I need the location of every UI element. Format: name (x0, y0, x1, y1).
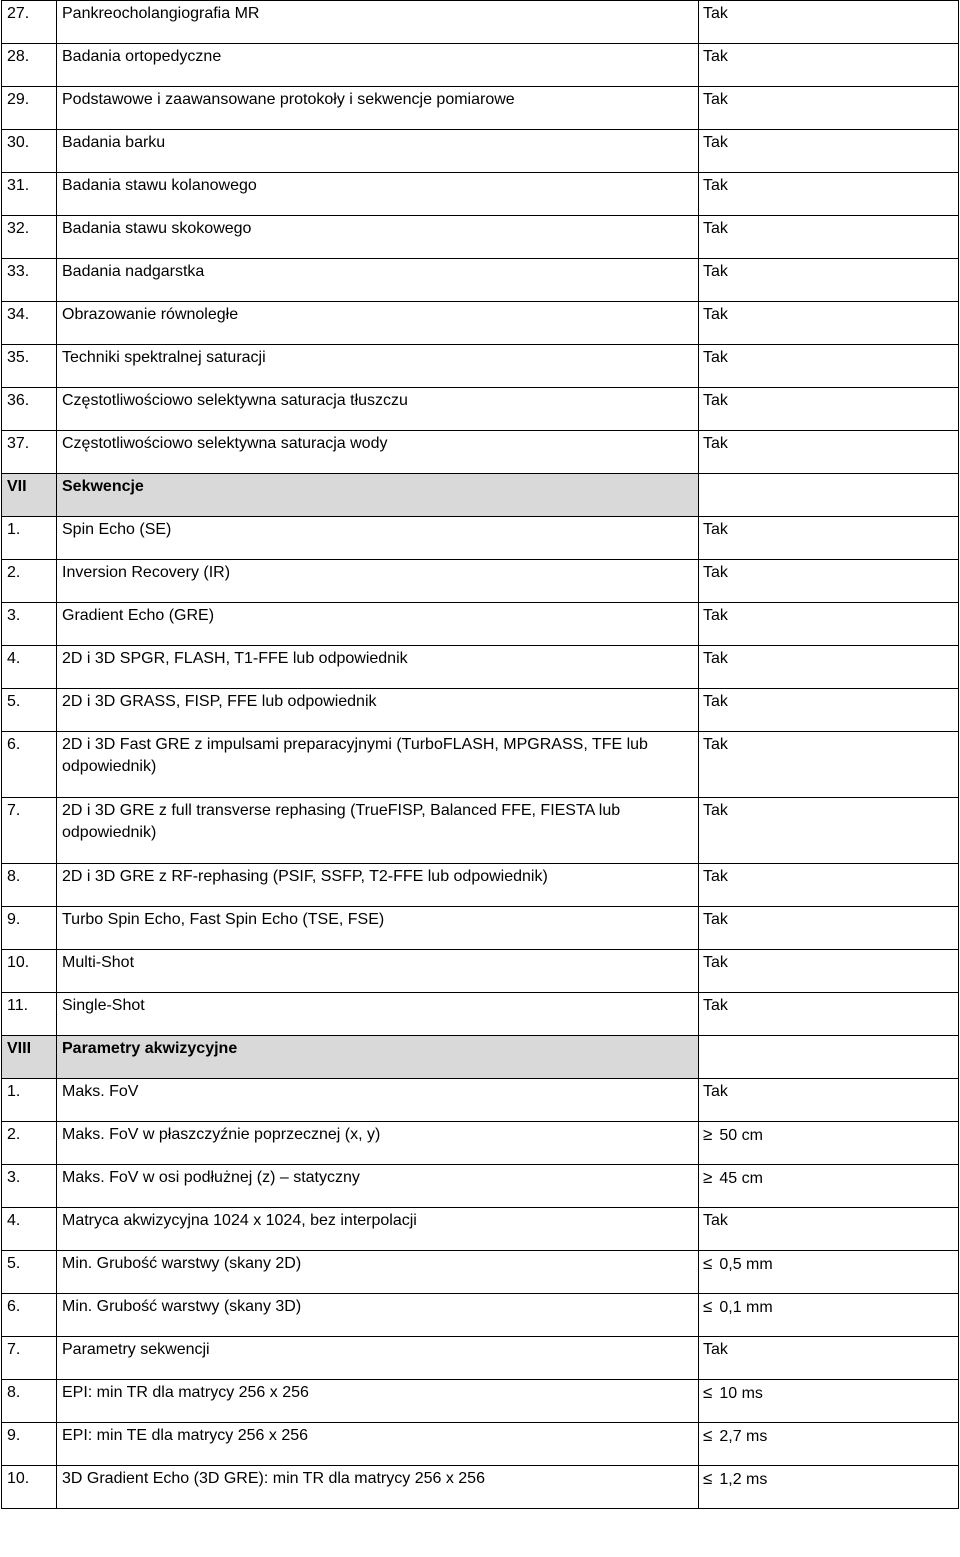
parameter-value-cell (699, 1294, 959, 1337)
row-number: 37. (2, 431, 57, 474)
row-number: 4. (2, 646, 57, 689)
parameter-name: 3D Gradient Echo (3D GRE): min TR dla matrycy 256 x 256 (57, 1466, 699, 1509)
parameter-name: Badania barku (57, 130, 699, 173)
section-title: Sekwencje (57, 474, 699, 517)
table-row (2, 173, 959, 216)
parameter-value: Tak (703, 802, 728, 819)
parameter-value: Tak (703, 650, 728, 667)
comparison-symbol: ≤ (703, 1383, 713, 1402)
parameter-value-cell (699, 1208, 959, 1251)
parameter-name: Badania stawu kolanowego (57, 173, 699, 216)
parameter-name: Obrazowanie równoległe (57, 302, 699, 345)
comparison-symbol: ≥ (703, 1125, 713, 1144)
table-row (2, 993, 959, 1036)
parameter-name: Inversion Recovery (IR) (57, 560, 699, 603)
parameter-name: Częstotliwościowo selektywna saturacja wody (57, 431, 699, 474)
table-row (2, 646, 959, 689)
row-number: 6. (2, 732, 57, 798)
parameter-value: 0,5 mm (719, 1256, 773, 1273)
parameter-value: 2,7 ms (719, 1428, 768, 1445)
table-row (2, 130, 959, 173)
parameter-name: Podstawowe i zaawansowane protokoły i sekwencje pomiarowe (57, 87, 699, 130)
comparison-symbol: ≥ (703, 1168, 713, 1187)
parameter-value-cell (699, 1423, 959, 1466)
row-number: 1. (2, 517, 57, 560)
table-row (2, 1122, 959, 1165)
parameter-name: Matryca akwizycyjna 1024 x 1024, bez interpolacji (57, 1208, 699, 1251)
row-number: 8. (2, 864, 57, 907)
table-row (2, 1165, 959, 1208)
parameter-name: 2D i 3D GRE z full transverse rephasing (TrueFISP, Balanced FFE, FIESTA lub odpowiednik) (57, 798, 699, 864)
parameter-value-cell (699, 388, 959, 431)
table-row (2, 950, 959, 993)
parameter-name: Turbo Spin Echo, Fast Spin Echo (TSE, FSE) (57, 907, 699, 950)
parameter-value-cell (699, 87, 959, 130)
parameter-value-cell (699, 950, 959, 993)
row-number: 3. (2, 603, 57, 646)
parameter-value: Tak (703, 1083, 728, 1100)
parameter-value-cell (699, 907, 959, 950)
parameter-value: Tak (703, 911, 728, 928)
parameter-value-cell (699, 1337, 959, 1380)
parameter-value: Tak (703, 5, 728, 22)
row-number: 7. (2, 798, 57, 864)
parameter-name: Gradient Echo (GRE) (57, 603, 699, 646)
comparison-symbol: ≤ (703, 1469, 713, 1488)
row-number: 5. (2, 689, 57, 732)
table-row (2, 907, 959, 950)
parameter-value-cell (699, 173, 959, 216)
parameter-value: Tak (703, 607, 728, 624)
parameter-name: Maks. FoV w osi podłużnej (z) – statyczny (57, 1165, 699, 1208)
row-number: 7. (2, 1337, 57, 1380)
row-number: 4. (2, 1208, 57, 1251)
parameter-name: Maks. FoV (57, 1079, 699, 1122)
parameter-value: Tak (703, 564, 728, 581)
parameter-value: Tak (703, 177, 728, 194)
parameter-value: Tak (703, 868, 728, 885)
parameter-name: Maks. FoV w płaszczyźnie poprzecznej (x, y) (57, 1122, 699, 1165)
row-number: VII (2, 474, 57, 517)
parameter-value: Tak (703, 1341, 728, 1358)
parameter-value: Tak (703, 306, 728, 323)
parameter-value-cell (699, 1165, 959, 1208)
parameter-name: Spin Echo (SE) (57, 517, 699, 560)
parameter-value-cell (699, 216, 959, 259)
parameter-value: Tak (703, 91, 728, 108)
parameter-name: Parametry sekwencji (57, 1337, 699, 1380)
row-number: 5. (2, 1251, 57, 1294)
parameter-value: Tak (703, 1212, 728, 1229)
parameter-name: 2D i 3D SPGR, FLASH, T1-FFE lub odpowiednik (57, 646, 699, 689)
parameter-value: Tak (703, 392, 728, 409)
parameter-value-cell (699, 1466, 959, 1509)
parameter-value-cell (699, 560, 959, 603)
parameter-name: EPI: min TR dla matrycy 256 x 256 (57, 1380, 699, 1423)
row-number: 8. (2, 1380, 57, 1423)
parameter-name: Badania nadgarstka (57, 259, 699, 302)
parameter-name: 2D i 3D Fast GRE z impulsami preparacyjnymi (TurboFLASH, MPGRASS, TFE lub odpowiednik) (57, 732, 699, 798)
parameter-value-cell (699, 798, 959, 864)
table-row (2, 1208, 959, 1251)
parameter-value: Tak (703, 693, 728, 710)
parameter-value: Tak (703, 134, 728, 151)
parameter-value-cell (699, 431, 959, 474)
parameter-value-cell (699, 1380, 959, 1423)
row-number: 10. (2, 950, 57, 993)
table-row (2, 732, 959, 798)
table-row (2, 302, 959, 345)
table-row (2, 689, 959, 732)
parameter-name: Badania ortopedyczne (57, 44, 699, 87)
comparison-symbol: ≤ (703, 1426, 713, 1445)
parameter-value: Tak (703, 349, 728, 366)
row-number: 1. (2, 1079, 57, 1122)
table-row (2, 1380, 959, 1423)
parameter-name: Techniki spektralnej saturacji (57, 345, 699, 388)
row-number: 28. (2, 44, 57, 87)
row-number: 31. (2, 173, 57, 216)
parameter-value: Tak (703, 997, 728, 1014)
parameter-value-cell (699, 993, 959, 1036)
table-row (2, 388, 959, 431)
parameter-value-cell (699, 732, 959, 798)
parameter-name: 2D i 3D GRE z RF-rephasing (PSIF, SSFP, T2-FFE lub odpowiednik) (57, 864, 699, 907)
section-header-row (2, 474, 959, 517)
table-row (2, 1337, 959, 1380)
row-number: 29. (2, 87, 57, 130)
parameter-value: 1,2 ms (719, 1471, 768, 1488)
parameter-name: 2D i 3D GRASS, FISP, FFE lub odpowiednik (57, 689, 699, 732)
row-number: 9. (2, 907, 57, 950)
row-number: 34. (2, 302, 57, 345)
parameter-value-cell (699, 1036, 959, 1079)
row-number: 3. (2, 1165, 57, 1208)
parameter-value-cell (699, 689, 959, 732)
parameter-value-cell (699, 1122, 959, 1165)
parameter-value-cell (699, 1, 959, 44)
parameter-value: Tak (703, 521, 728, 538)
row-number: 10. (2, 1466, 57, 1509)
table-row (2, 1079, 959, 1122)
row-number: 27. (2, 1, 57, 44)
row-number: 33. (2, 259, 57, 302)
row-number: 9. (2, 1423, 57, 1466)
parameter-name: Badania stawu skokowego (57, 216, 699, 259)
parameter-value-cell (699, 646, 959, 689)
parameter-name: Single-Shot (57, 993, 699, 1036)
spec-table (1, 0, 959, 1509)
parameter-value-cell (699, 474, 959, 517)
row-number: 32. (2, 216, 57, 259)
comparison-symbol: ≤ (703, 1254, 713, 1273)
row-number: 11. (2, 993, 57, 1036)
table-row (2, 1251, 959, 1294)
parameter-value: 50 cm (719, 1127, 763, 1144)
row-number: 35. (2, 345, 57, 388)
table-row (2, 798, 959, 864)
parameter-value: Tak (703, 736, 728, 753)
parameter-value-cell (699, 864, 959, 907)
parameter-value-cell (699, 259, 959, 302)
parameter-name: Min. Grubość warstwy (skany 3D) (57, 1294, 699, 1337)
parameter-value-cell (699, 517, 959, 560)
parameter-value: Tak (703, 954, 728, 971)
table-row (2, 517, 959, 560)
section-title: Parametry akwizycyjne (57, 1036, 699, 1079)
row-number: 2. (2, 560, 57, 603)
parameter-value: Tak (703, 435, 728, 452)
row-number: 2. (2, 1122, 57, 1165)
table-row (2, 1423, 959, 1466)
parameter-value-cell (699, 130, 959, 173)
row-number: VIII (2, 1036, 57, 1079)
parameter-name: Min. Grubość warstwy (skany 2D) (57, 1251, 699, 1294)
parameter-value-cell (699, 1079, 959, 1122)
parameter-value: 10 ms (719, 1385, 763, 1402)
table-row (2, 603, 959, 646)
comparison-symbol: ≤ (703, 1297, 713, 1316)
parameter-value: Tak (703, 220, 728, 237)
table-row (2, 1294, 959, 1337)
table-row (2, 259, 959, 302)
parameter-value-cell (699, 302, 959, 345)
parameter-value: 0,1 mm (719, 1299, 773, 1316)
parameter-value: Tak (703, 263, 728, 280)
table-row (2, 1, 959, 44)
table-row (2, 1466, 959, 1509)
table-row (2, 431, 959, 474)
table-row (2, 216, 959, 259)
parameter-name: EPI: min TE dla matrycy 256 x 256 (57, 1423, 699, 1466)
table-row (2, 560, 959, 603)
table-row (2, 87, 959, 130)
parameter-value: Tak (703, 48, 728, 65)
parameter-value-cell (699, 44, 959, 87)
table-row (2, 345, 959, 388)
row-number: 6. (2, 1294, 57, 1337)
section-header-row (2, 1036, 959, 1079)
table-row (2, 44, 959, 87)
row-number: 36. (2, 388, 57, 431)
spec-table-body (2, 1, 959, 1509)
parameter-name: Pankreocholangiografia MR (57, 1, 699, 44)
parameter-value-cell (699, 603, 959, 646)
parameter-name: Częstotliwościowo selektywna saturacja tłuszczu (57, 388, 699, 431)
parameter-name: Multi-Shot (57, 950, 699, 993)
parameter-value-cell (699, 1251, 959, 1294)
table-row (2, 864, 959, 907)
parameter-value-cell (699, 345, 959, 388)
parameter-value: 45 cm (719, 1170, 763, 1187)
row-number: 30. (2, 130, 57, 173)
